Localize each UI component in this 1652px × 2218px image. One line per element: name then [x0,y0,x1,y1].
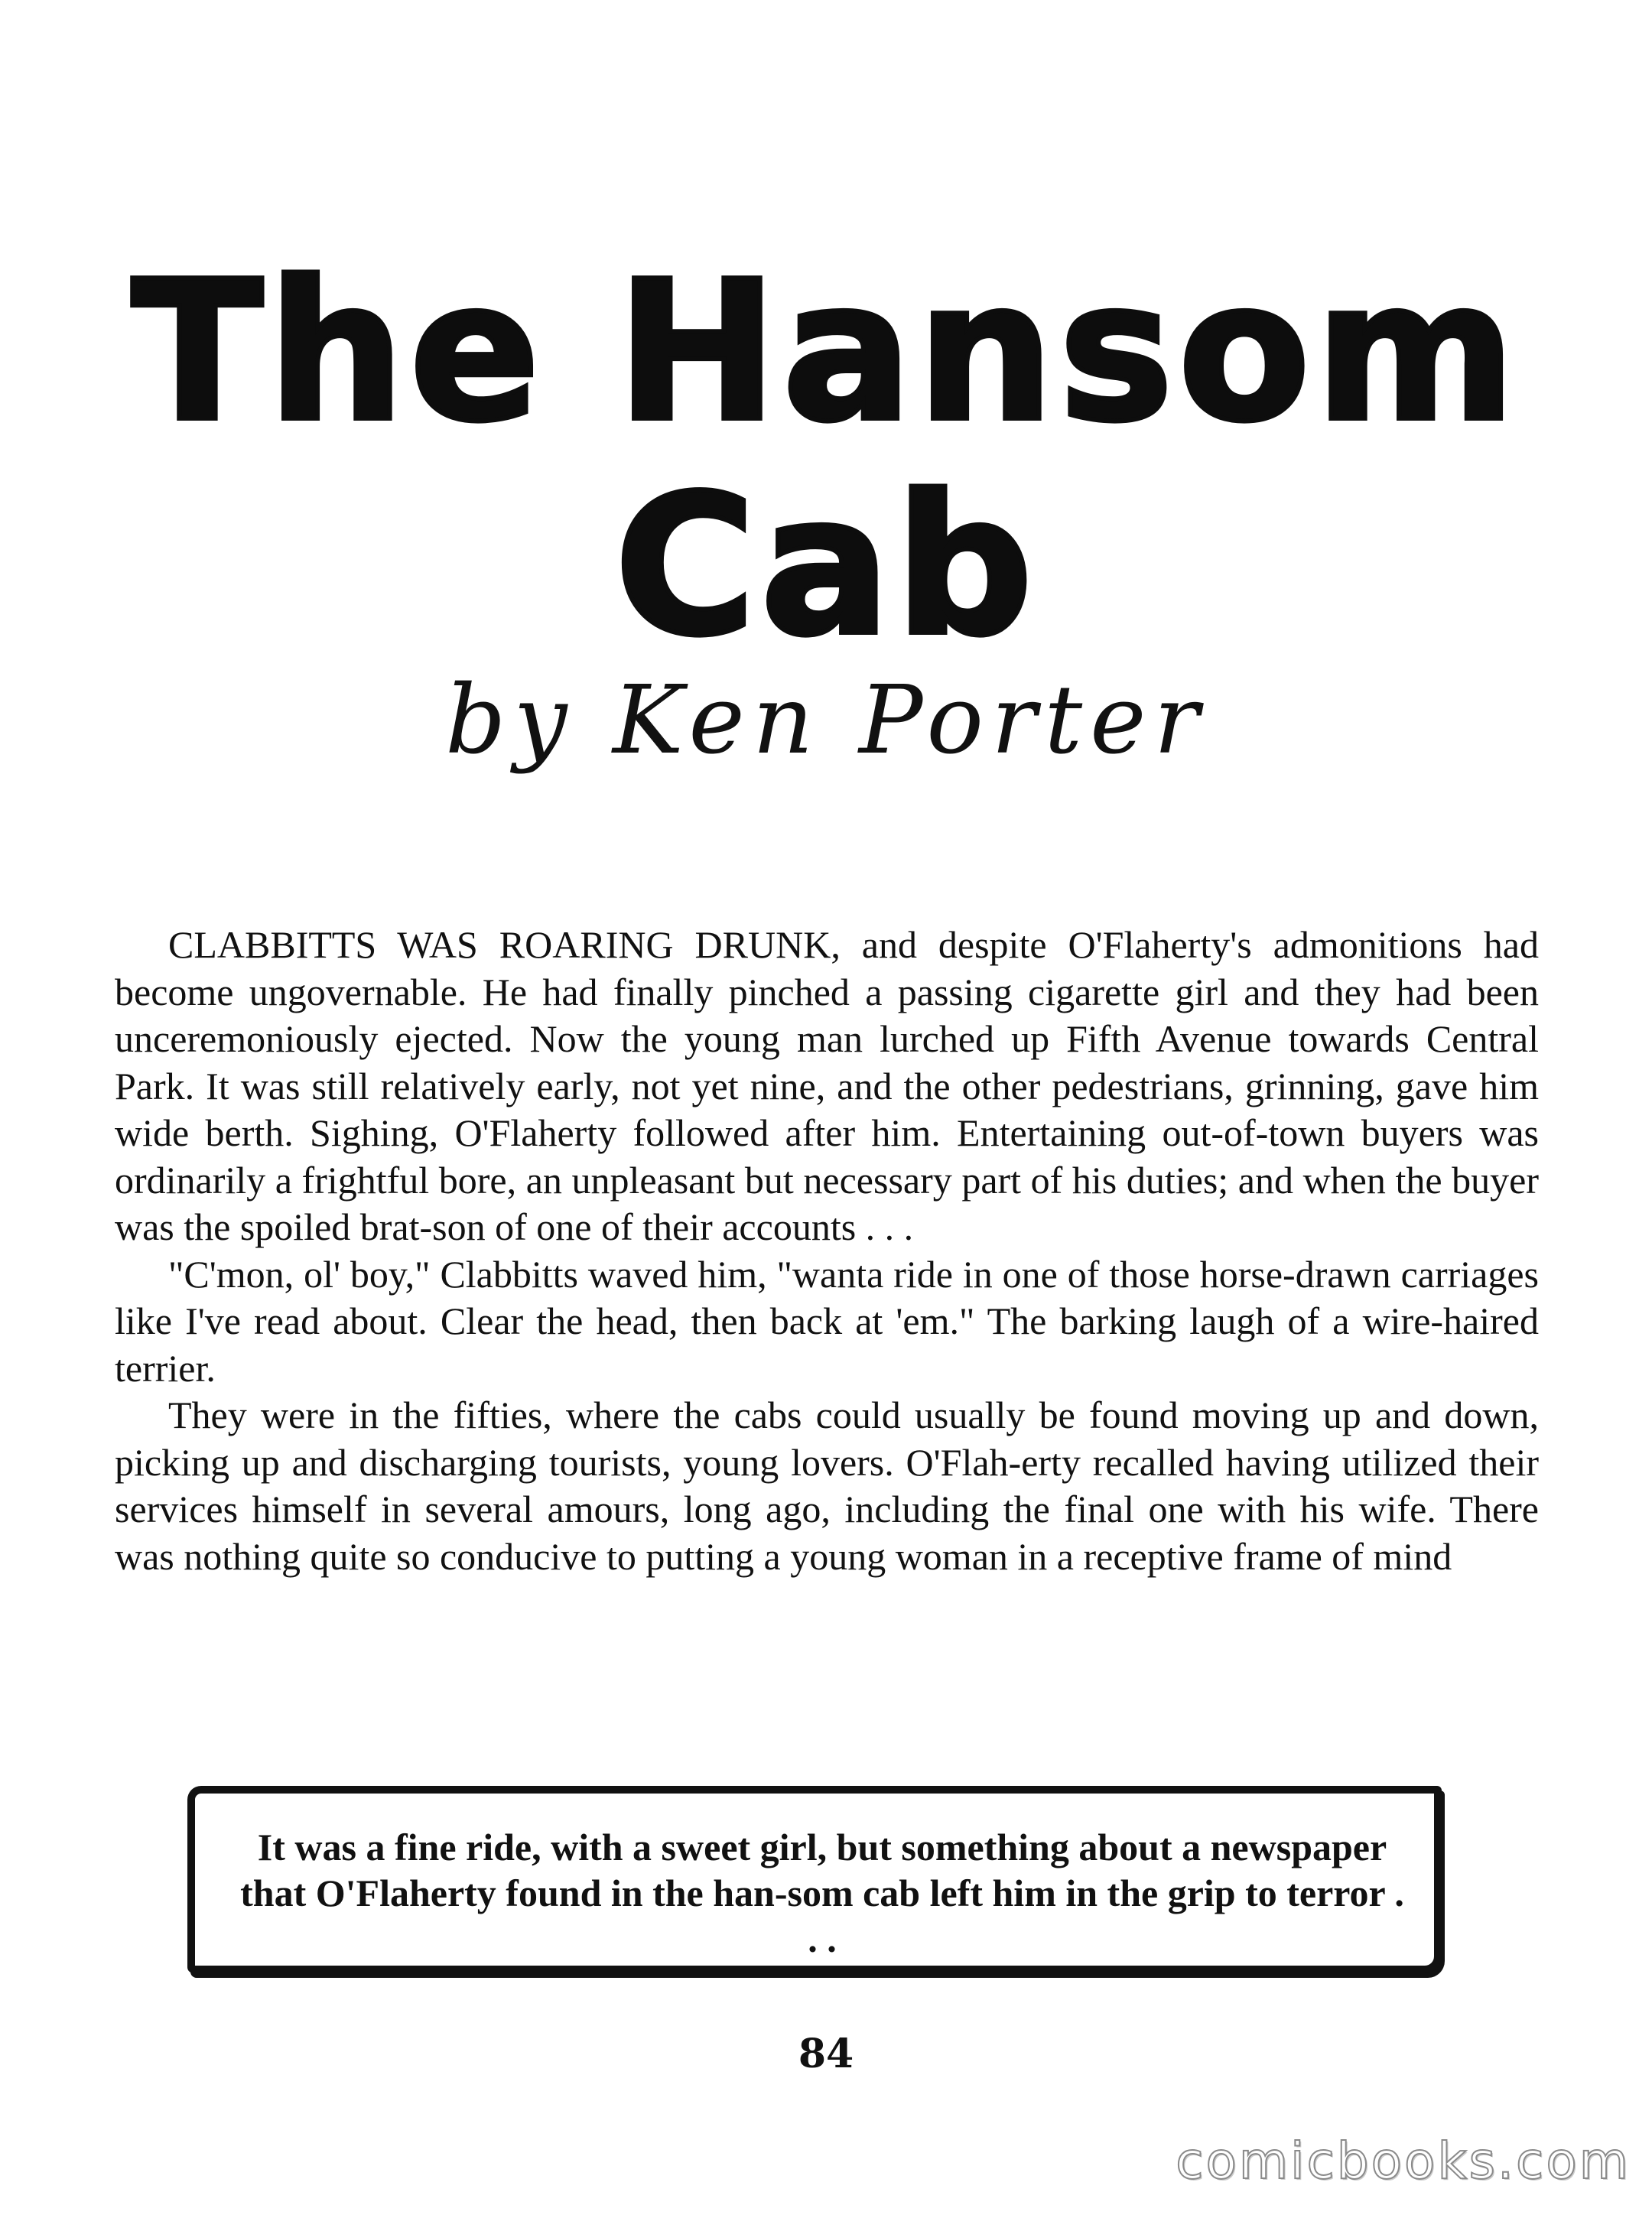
page-number: 84 [798,2031,854,2077]
story-body [115,922,1539,1580]
story-paragraph: CLABBITTS WAS ROARING DRUNK, and despite O'Flaherty's admonitions had become ungovernable. He had finally pinched a passing cigarette girl and they had been unceremoniously ejected. Now the young man lurched up Fifth Avenue towards Central Park. It was still relatively early, not yet nine, and the other pedestrians, grinning, gave him wide berth. Sighing, O'Flaherty followed after him. Entertaining out-of-town buyers was ordinarily a frightful bore, an unpleasant but necessary part of his duties; and when the buyer was the spoiled brat-son of one of their accounts . . . [115,923,1539,1248]
site-watermark: comicbooks.com [1176,2132,1631,2190]
story-paragraph: "C'mon, ol' boy," Clabbitts waved him, "wanta ride in one of those horse-drawn carriages like I've read about. Clear the head, then back at 'em." The barking laugh of a wire-haired terrier. [115,1252,1539,1390]
teaser-box [187,1786,1442,1973]
story-paragraph: They were in the fifties, where the cabs could usually be found moving up and down, picking up and discharging tourists, young lovers. O'Flah-erty recalled having utilized their services himself in several amours, long ago, including the final one with his wife. There was nothing quite so conducive to putting a young woman in a receptive frame of mind [115,1394,1539,1578]
story-title-line-1: The Hansom [131,240,1520,464]
story-title-line-2: Cab [614,454,1038,678]
teaser-text: It was a fine ride, with a sweet girl, but something about a newspaper that O'Flaherty found in the han-som cab left him in the grip to terror . . . [240,1826,1404,1960]
author-byline: by Ken Porter [445,665,1207,776]
